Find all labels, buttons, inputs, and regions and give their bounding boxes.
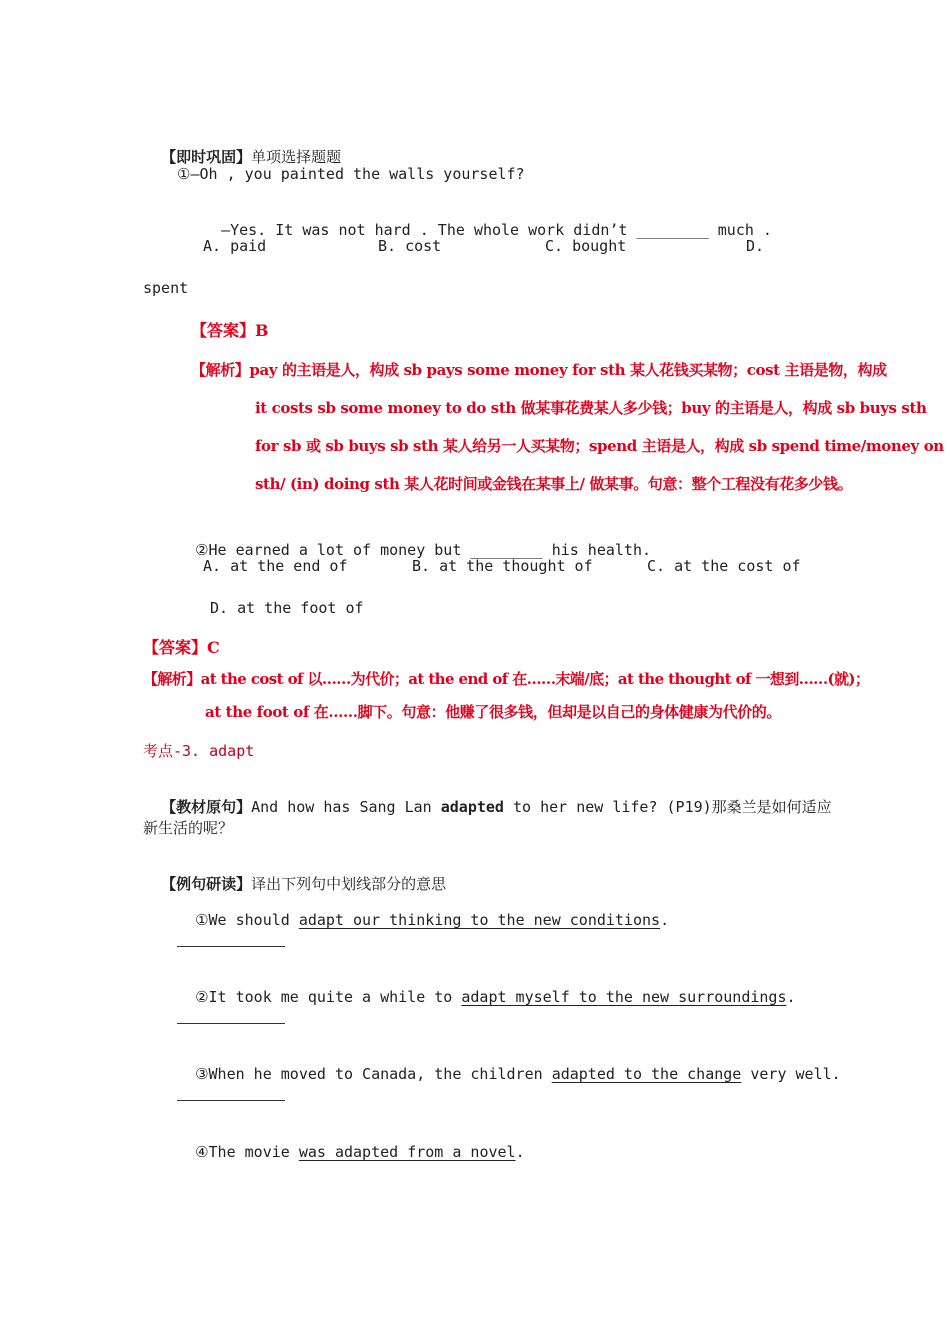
example-sentence-2 (177, 967, 796, 1007)
answer-2: 【答案】C (143, 638, 220, 657)
option-c: C. bought (545, 237, 627, 255)
option-a: A. at the end of (203, 557, 348, 575)
option-b: B. cost (378, 237, 442, 255)
answer-1: 【答案】B (191, 321, 269, 340)
option-b: B. at the thought of (412, 557, 593, 575)
sentence-text: . (515, 1143, 525, 1161)
answer-blank: ________ (636, 221, 709, 239)
study-header (143, 854, 446, 894)
question-2 (177, 520, 651, 560)
underlined-phrase: adapt our thinking to the new conditions (298, 911, 661, 929)
question-1: ①—Oh , you painted the walls yourself? (177, 165, 525, 183)
example-sentence-3 (177, 1044, 841, 1084)
textbook-text-pre: And how has Sang Lan (251, 798, 432, 816)
textbook-keyword: adapted (440, 798, 504, 816)
sentence-text: ①We should (195, 911, 299, 929)
study-tag: 【例句研读】 (161, 875, 252, 893)
sentence-text: . (660, 911, 670, 929)
underlined-phrase: adapted to the change (551, 1065, 742, 1083)
analysis-1-line-1: 【解析】pay 的主语是人，构成 sb pays some money for sth 某人花钱买某物；cost 主语是物，构成 (191, 361, 887, 379)
reply-text-pre: —Yes. It was not hard . The whole work didn’t (221, 221, 628, 239)
sentence-text: ③When he moved to Canada, the children (195, 1065, 552, 1083)
option-d: D. at the foot of (210, 599, 364, 617)
analysis-1-line-3: for sb 或 sb buys sb sth 某人给另一人买某物；spend 主语是人，构成 sb spend time/money on (255, 437, 944, 455)
section-title: 单项选择题题 (251, 148, 342, 166)
textbook-tag: 【教材原句】 (161, 798, 252, 816)
question-2-post: his health. (551, 541, 652, 559)
section-header (143, 127, 341, 167)
underlined-phrase: was adapted from a novel (298, 1143, 516, 1161)
answer-line (177, 946, 285, 947)
section-tag: 【即时巩固】 (161, 148, 252, 166)
question-2-pre: ②He earned a lot of money but (195, 541, 462, 559)
sentence-text: very well. (741, 1065, 841, 1083)
sentence-text: . (786, 988, 796, 1006)
underlined-phrase: adapt myself to the new surroundings (461, 988, 787, 1006)
option-a: A. paid (203, 237, 267, 255)
answer-line (177, 1023, 285, 1024)
textbook-sentence (143, 777, 832, 817)
answer-line (177, 1100, 285, 1101)
study-instruction: 译出下列句中划线部分的意思 (251, 875, 447, 893)
answer-blank: ________ (470, 541, 543, 559)
example-sentence-1 (177, 890, 669, 930)
question-1-reply (203, 200, 772, 240)
textbook-translation-wrap: 新生活的呢？ (143, 819, 234, 837)
reply-text-post: much . (717, 221, 772, 239)
sentence-text: ②It took me quite a while to (195, 988, 462, 1006)
analysis-1-line-2: it costs sb some money to do sth 做某事花费某人多少钱；buy 的主语是人，构成 sb buys sth (255, 399, 927, 417)
analysis-2-line-1: 【解析】at the cost of 以……为代价；at the end of 在……末端/底；at the thought of 一想到……(就)； (143, 670, 870, 688)
option-d-text: spent (143, 279, 189, 297)
option-c: C. at the cost of (647, 557, 801, 575)
option-d: D. (746, 237, 765, 255)
analysis-2-line-2: at the foot of 在……脚下。句意：他赚了很多钱，但却是以自己的身体健康为代价的。 (205, 703, 781, 721)
kaodian-heading: 考点-3. adapt (143, 742, 255, 760)
example-sentence-4 (177, 1122, 525, 1162)
textbook-text-post: to her new life? (P19)那桑兰是如何适应 (512, 798, 832, 816)
sentence-text: ④The movie (195, 1143, 299, 1161)
analysis-1-line-4: sth/ (in) doing sth 某人花时间或金钱在某事上/ 做某事。句意：整个工程没有花多少钱。 (255, 475, 853, 493)
